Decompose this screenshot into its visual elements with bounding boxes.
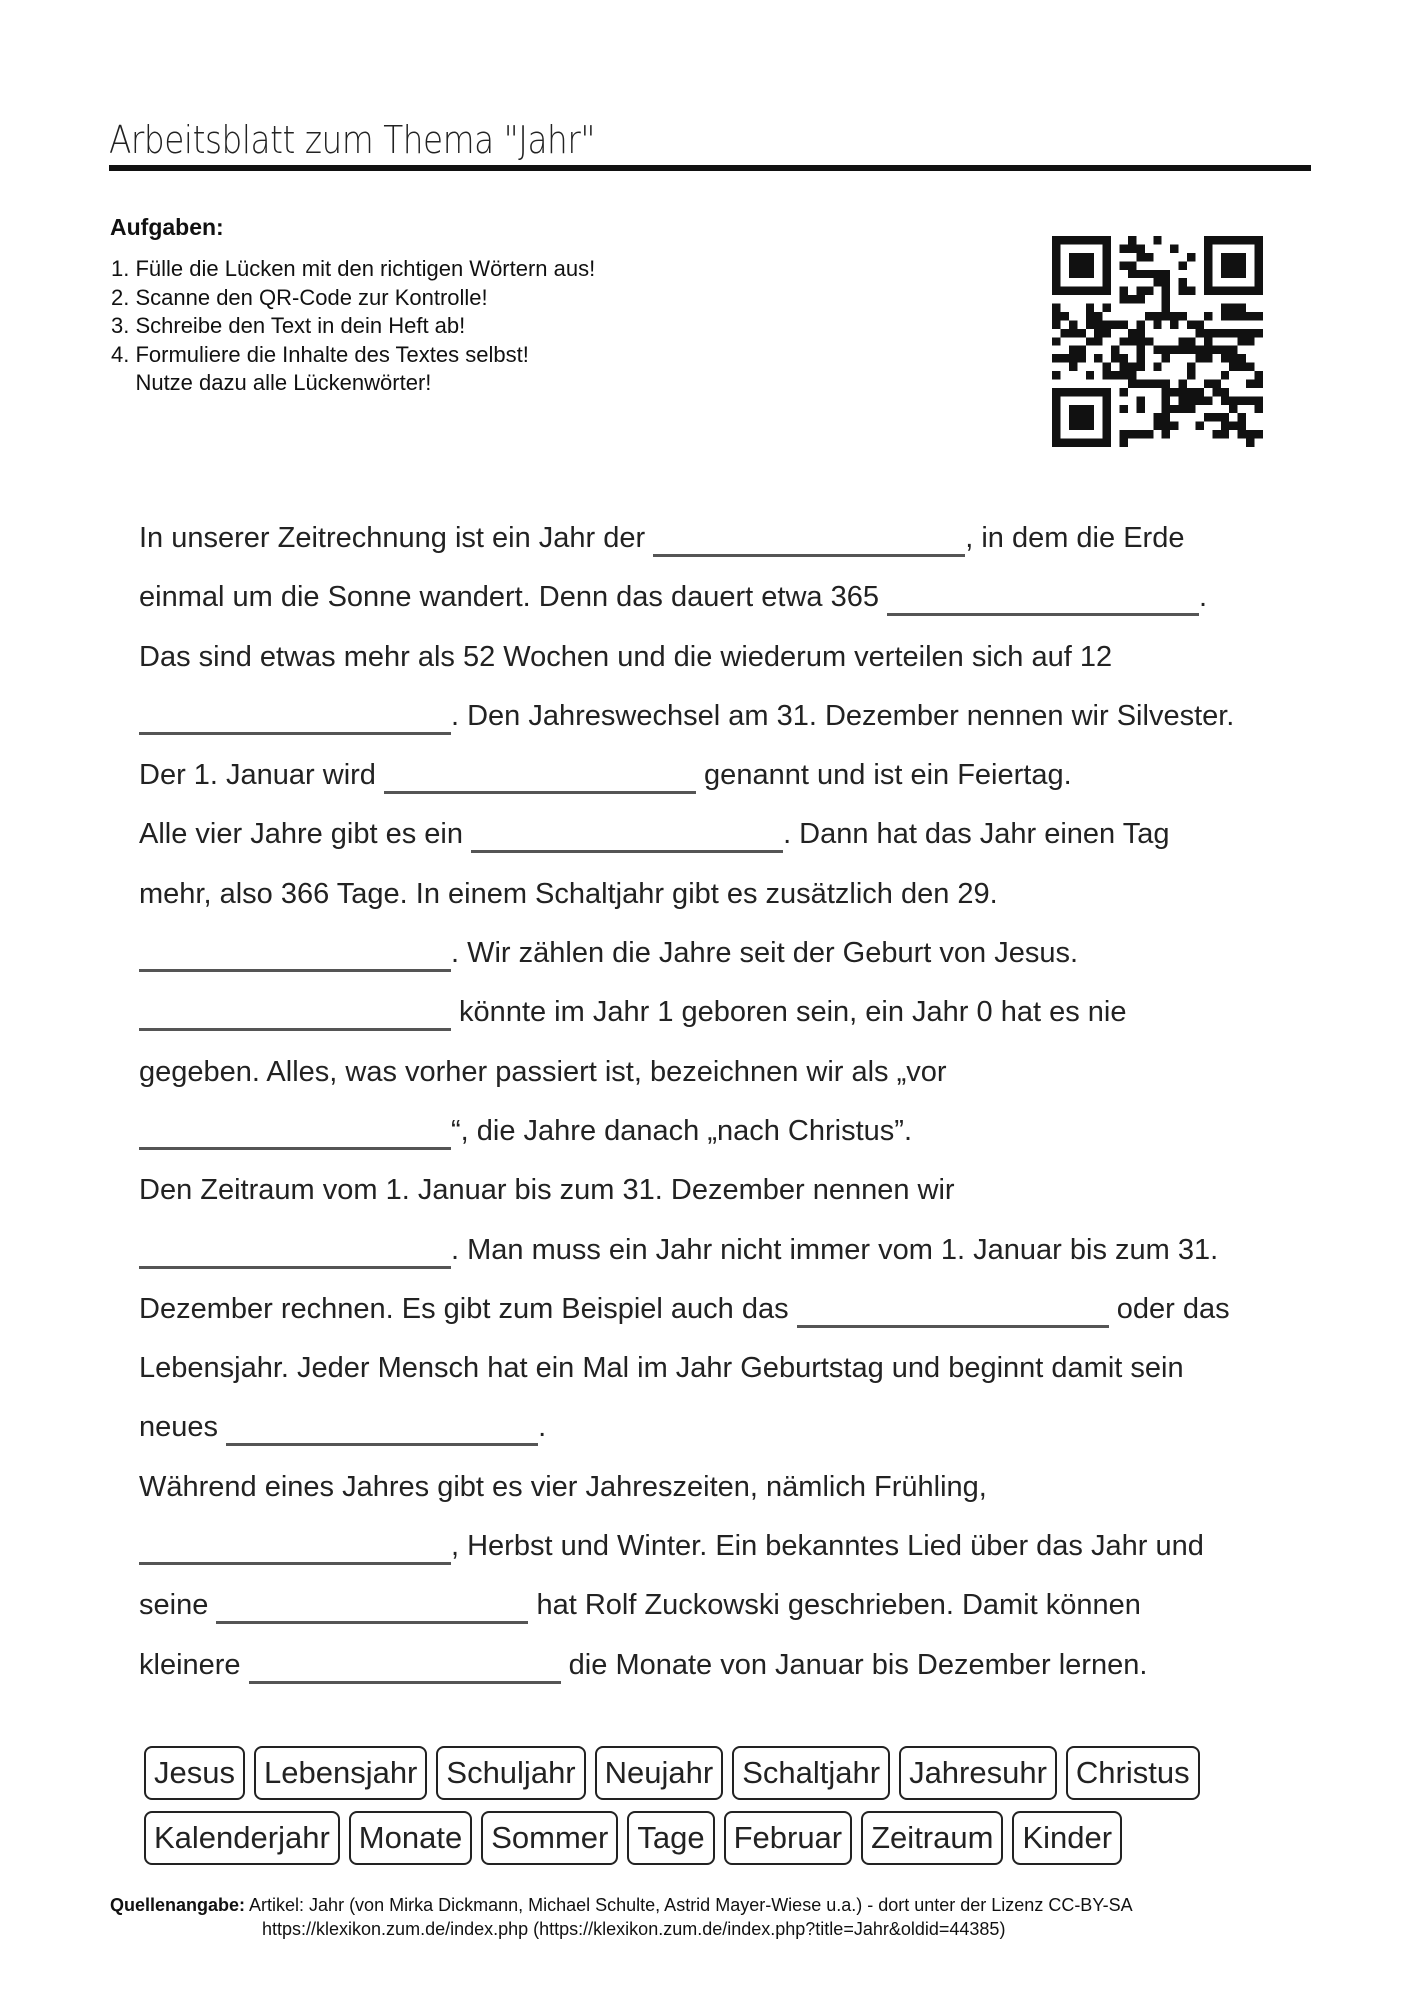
cloze-text-after: . xyxy=(538,1411,547,1444)
source-label: Quellenangabe: xyxy=(110,1895,246,1915)
blank-field[interactable] xyxy=(226,1410,538,1446)
blank-field[interactable] xyxy=(139,1529,451,1565)
word-bank-row xyxy=(144,1746,1200,1800)
word-card: Neujahr xyxy=(595,1746,724,1800)
cloze-text-after: . Dann hat das Jahr einen Tag xyxy=(783,818,1170,851)
word-card: Tage xyxy=(627,1811,714,1865)
cloze-text-before: gegeben. Alles, was vorher passiert ist, bezeichnen wir als „vor xyxy=(139,1055,947,1088)
blank-field[interactable] xyxy=(653,521,965,557)
task-item: Nutze dazu alle Lückenwörter! xyxy=(111,370,432,395)
cloze-text-before: In unserer Zeitrechnung ist ein Jahr der xyxy=(139,522,654,554)
word-card: Schuljahr xyxy=(436,1746,585,1800)
cloze-line xyxy=(139,631,1319,690)
cloze-line xyxy=(139,690,1319,749)
blank-field[interactable] xyxy=(139,1114,451,1150)
cloze-text xyxy=(139,512,1319,1698)
cloze-line xyxy=(139,868,1319,927)
cloze-text-before: Alle vier Jahre gibt es ein xyxy=(139,818,472,851)
cloze-text-before: kleinere xyxy=(139,1648,249,1681)
cloze-text-before: Dezember rechnen. Es gibt zum Beispiel auch das xyxy=(139,1292,797,1325)
cloze-line xyxy=(139,1401,1319,1460)
cloze-line xyxy=(139,986,1319,1045)
blank-field[interactable] xyxy=(139,936,451,972)
word-card: Februar xyxy=(724,1811,853,1865)
cloze-text-after: . xyxy=(1199,581,1208,614)
blank-field[interactable] xyxy=(249,1648,561,1684)
cloze-text-after: könnte im Jahr 1 geboren sein, ein Jahr 0 hat es nie xyxy=(451,996,1127,1029)
word-card: Monate xyxy=(349,1811,472,1865)
blank-field[interactable] xyxy=(471,817,783,853)
title-divider xyxy=(109,165,1311,171)
cloze-text-after: “, die Jahre danach „nach Christus”. xyxy=(451,1114,912,1147)
blank-field[interactable] xyxy=(797,1292,1109,1328)
word-bank-row xyxy=(144,1811,1200,1865)
word-card: Christus xyxy=(1066,1746,1200,1800)
word-card: Jahresuhr xyxy=(899,1746,1057,1800)
cloze-line xyxy=(139,1342,1319,1401)
word-bank xyxy=(144,1746,1200,1876)
source-line-1: Artikel: Jahr (von Mirka Dickmann, Michael Schulte, Astrid Mayer-Wiese u.a.) - dort unter der Lizenz CC-BY-SA xyxy=(245,1895,1133,1915)
cloze-line xyxy=(139,1283,1319,1342)
cloze-line xyxy=(139,571,1319,630)
blank-field[interactable] xyxy=(216,1588,528,1624)
word-card: Jesus xyxy=(144,1746,245,1800)
cloze-text-after: genannt und ist ein Feiertag. xyxy=(696,759,1072,792)
cloze-line xyxy=(139,927,1319,986)
cloze-text-after: die Monate von Januar bis Dezember lernen. xyxy=(560,1648,1148,1681)
cloze-line xyxy=(139,1461,1319,1520)
task-item: 3. Schreibe den Text in dein Heft ab! xyxy=(111,313,466,338)
cloze-text-before: mehr, also 366 Tage. In einem Schaltjahr gibt es zusätzlich den 29. xyxy=(139,877,998,910)
cloze-line xyxy=(139,749,1319,808)
cloze-text-after: , in dem die Erde xyxy=(965,522,1185,554)
source-note xyxy=(110,1893,1133,1941)
worksheet-title: Arbeitsblatt zum Thema "Jahr" xyxy=(109,118,595,162)
qr-code-icon xyxy=(1052,236,1263,447)
cloze-line xyxy=(139,808,1319,867)
cloze-text-before: Den Zeitraum vom 1. Januar bis zum 31. Dezember nennen wir xyxy=(139,1174,955,1207)
cloze-line xyxy=(139,1164,1319,1223)
blank-field[interactable] xyxy=(384,758,696,794)
cloze-text-after: oder das xyxy=(1108,1292,1230,1325)
cloze-text-before: Der 1. Januar wird xyxy=(139,759,384,792)
cloze-text-before: neues xyxy=(139,1411,227,1444)
blank-field[interactable] xyxy=(139,995,451,1031)
cloze-text-after: hat Rolf Zuckowski geschrieben. Damit können xyxy=(528,1589,1141,1622)
cloze-text-after: . Den Jahreswechsel am 31. Dezember nennen wir Silvester. xyxy=(451,699,1235,732)
cloze-line xyxy=(139,512,1319,571)
blank-field[interactable] xyxy=(139,1233,451,1269)
task-item: 4. Formuliere die Inhalte des Textes selbst! xyxy=(111,341,529,367)
cloze-text-before: Lebensjahr. Jeder Mensch hat ein Mal im Jahr Geburtstag und beginnt damit sein xyxy=(139,1352,1184,1385)
task-item: 2. Scanne den QR-Code zur Kontrolle! xyxy=(111,284,488,310)
cloze-line xyxy=(139,1046,1319,1105)
word-card: Kinder xyxy=(1012,1811,1122,1865)
word-card: Schaltjahr xyxy=(732,1746,890,1800)
cloze-text-before: seine xyxy=(139,1589,217,1622)
cloze-line xyxy=(139,1224,1319,1283)
tasks-heading: Aufgaben: xyxy=(110,214,224,240)
cloze-line xyxy=(139,1105,1319,1164)
cloze-text-before: Während eines Jahres gibt es vier Jahreszeiten, nämlich Frühling, xyxy=(139,1470,987,1503)
cloze-line xyxy=(139,1520,1319,1579)
blank-field[interactable] xyxy=(139,699,451,735)
cloze-line xyxy=(139,1639,1319,1698)
cloze-text-after: , Herbst und Winter. Ein bekanntes Lied über das Jahr und xyxy=(451,1530,1204,1563)
cloze-text-after: . Man muss ein Jahr nicht immer vom 1. Januar bis zum 31. xyxy=(451,1233,1219,1266)
blank-field[interactable] xyxy=(887,580,1199,616)
source-line-2: https://klexikon.zum.de/index.php (https://klexikon.zum.de/index.php?title=Jahr&oldid=44385) xyxy=(262,1919,1006,1939)
cloze-text-before: Das sind etwas mehr als 52 Wochen und die wiederum verteilen sich auf 12 xyxy=(139,640,1113,673)
word-card: Sommer xyxy=(481,1811,618,1865)
word-card: Lebensjahr xyxy=(254,1746,427,1800)
word-card: Kalenderjahr xyxy=(144,1811,340,1865)
cloze-text-before: einmal um die Sonne wandert. Denn das dauert etwa 365 xyxy=(139,581,888,614)
task-list xyxy=(111,255,595,398)
cloze-text-after: . Wir zählen die Jahre seit der Geburt von Jesus. xyxy=(451,937,1079,970)
word-card: Zeitraum xyxy=(861,1811,1003,1865)
task-item: 1. Fülle die Lücken mit den richtigen Wörtern aus! xyxy=(111,256,596,281)
cloze-line xyxy=(139,1579,1319,1638)
